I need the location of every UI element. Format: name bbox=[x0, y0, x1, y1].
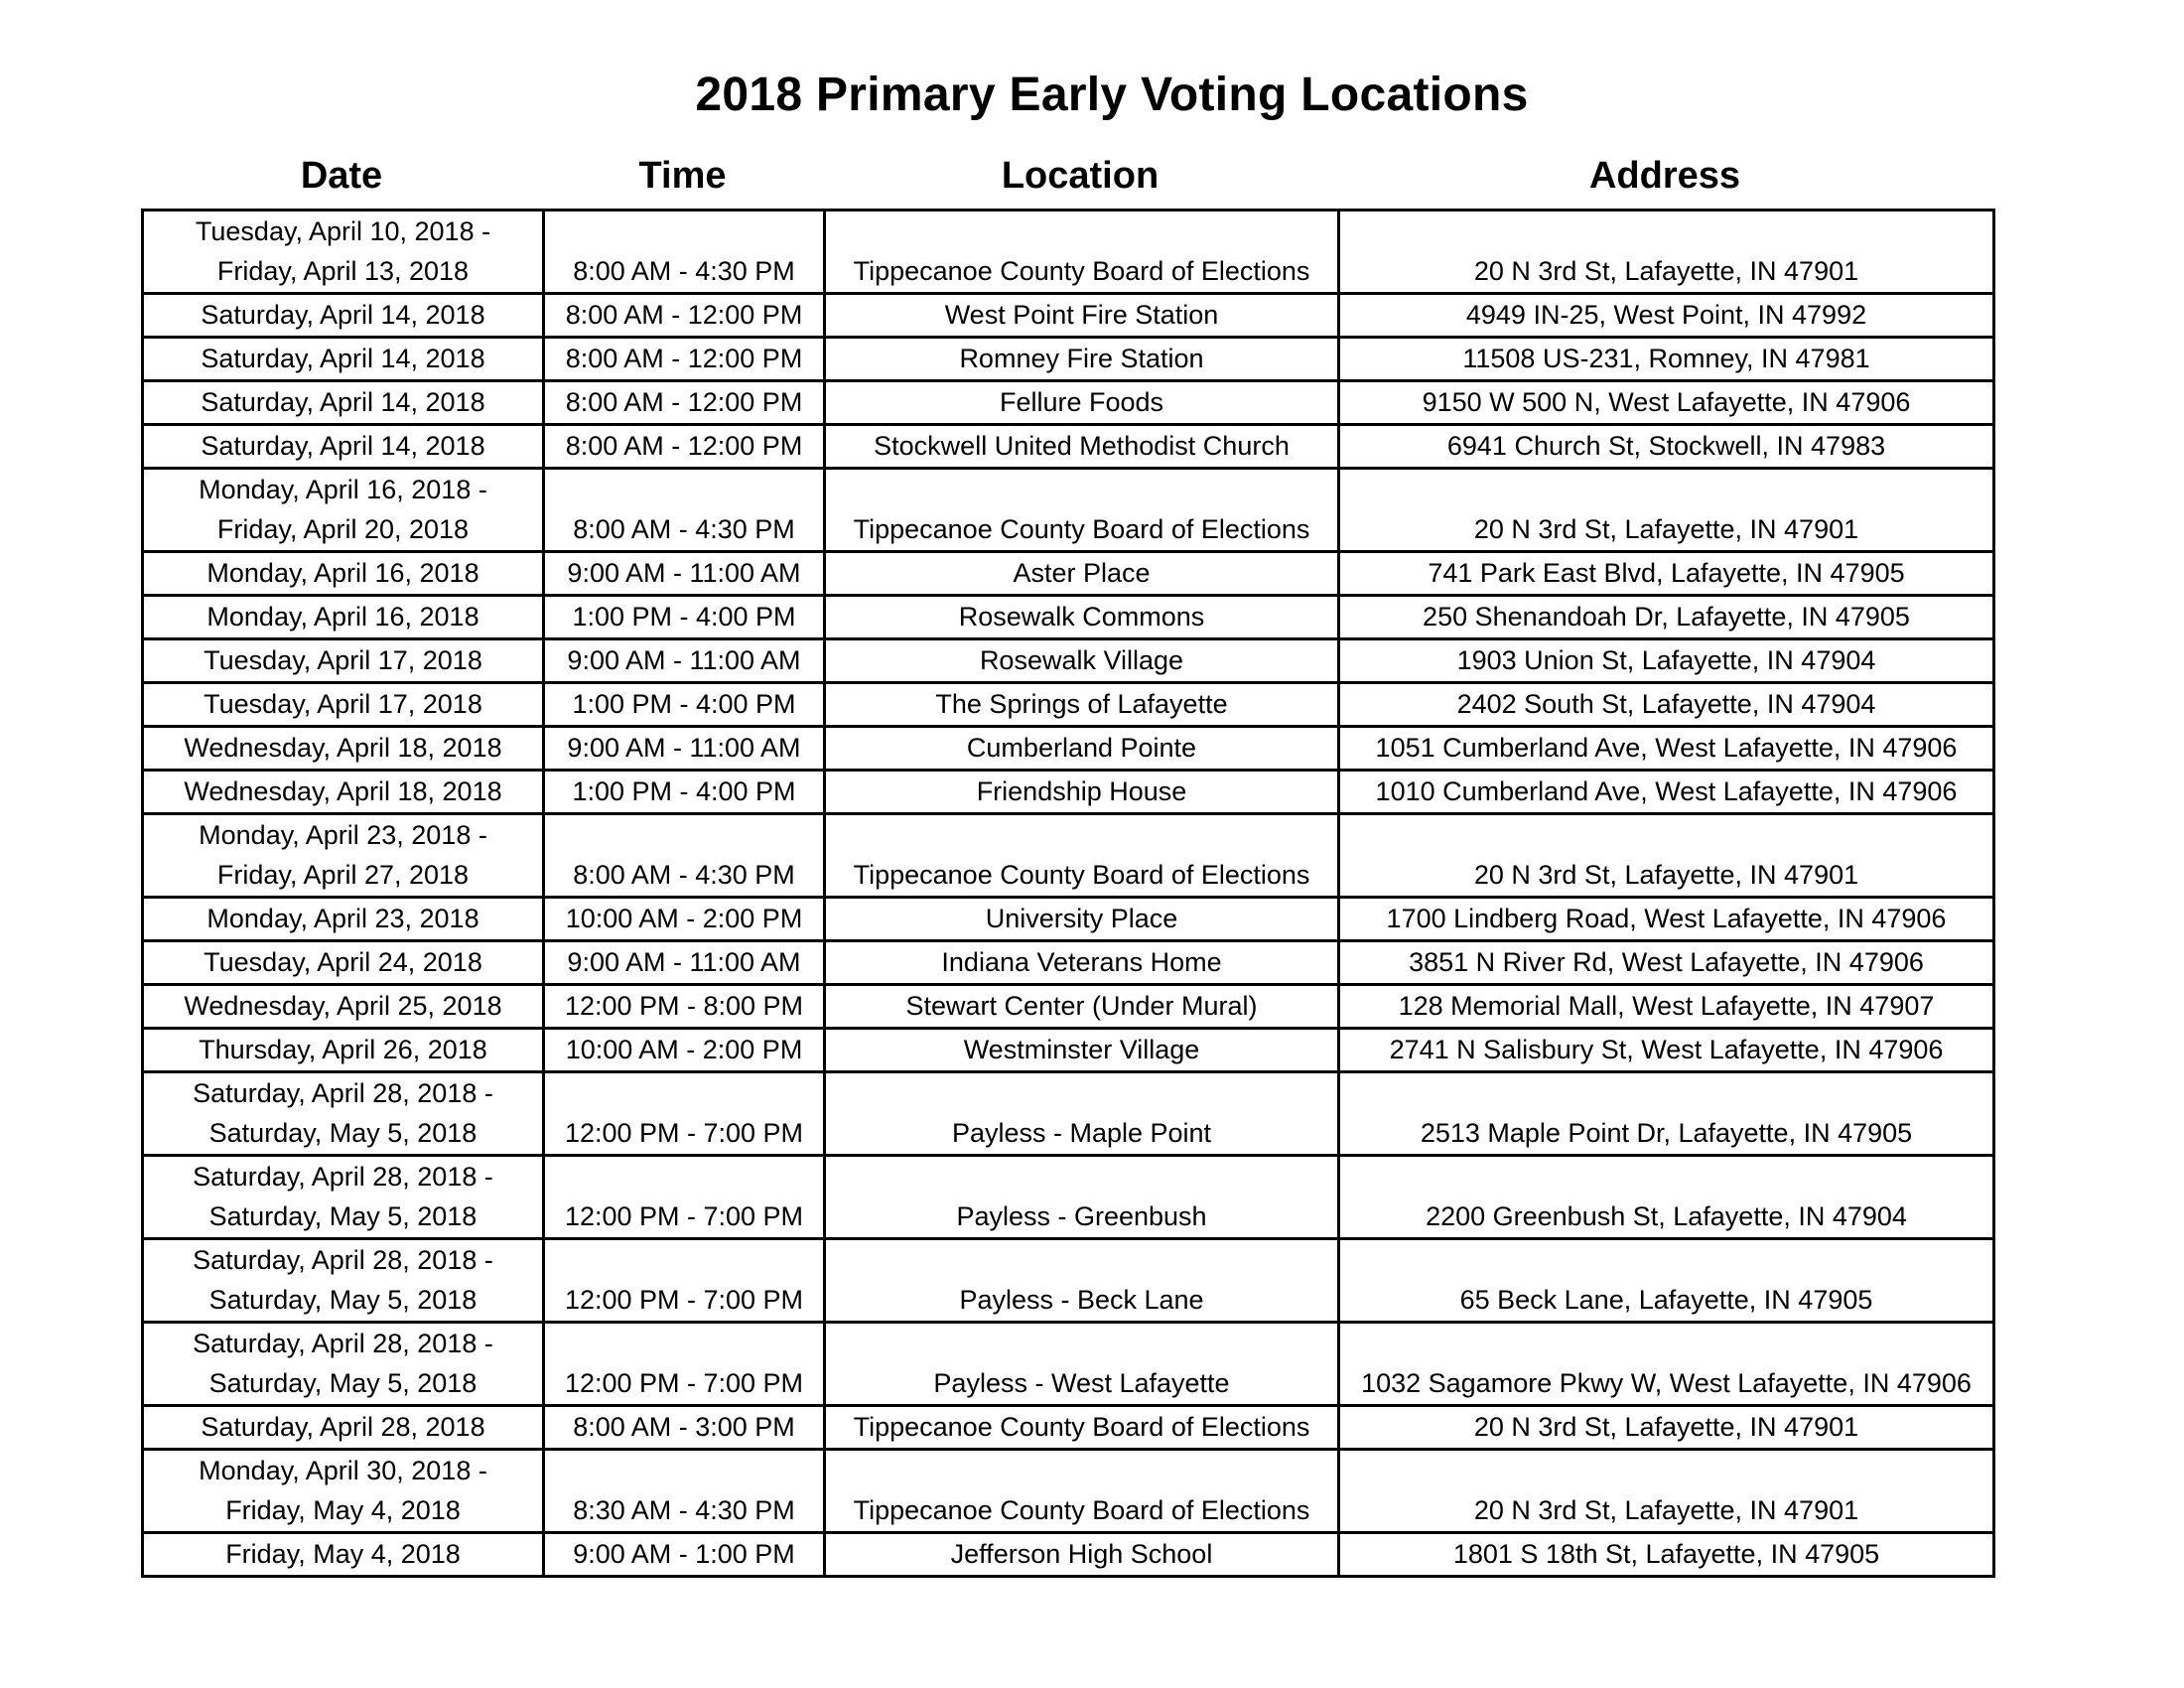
table-row bbox=[143, 1029, 1994, 1072]
date-line: Saturday, May 5, 2018 bbox=[208, 1118, 478, 1148]
location-cell: Westminster Village bbox=[825, 1029, 1339, 1072]
date-line: Tuesday, April 17, 2018 bbox=[204, 645, 482, 675]
date-line: Monday, April 16, 2018 - bbox=[199, 475, 487, 504]
address-cell: 2513 Maple Point Dr, Lafayette, IN 47905 bbox=[1339, 1072, 1994, 1156]
table-row bbox=[143, 898, 1994, 941]
date-line: Wednesday, April 18, 2018 bbox=[184, 776, 502, 806]
address-cell: 128 Memorial Mall, West Lafayette, IN 47907 bbox=[1339, 985, 1994, 1029]
date-line: Friday, May 4, 2018 bbox=[225, 1539, 461, 1569]
time-cell: 10:00 AM - 2:00 PM bbox=[544, 1029, 825, 1072]
table-row bbox=[143, 425, 1994, 469]
address-cell: 1051 Cumberland Ave, West Lafayette, IN 47906 bbox=[1339, 727, 1994, 771]
date-cell bbox=[143, 898, 544, 941]
address-cell: 20 N 3rd St, Lafayette, IN 47901 bbox=[1339, 1450, 1994, 1533]
table-row bbox=[143, 941, 1994, 985]
date-line: Saturday, April 28, 2018 - bbox=[193, 1078, 493, 1108]
column-header-date: Date bbox=[300, 155, 383, 197]
address-cell: 1903 Union St, Lafayette, IN 47904 bbox=[1339, 639, 1994, 683]
column-header-address: Address bbox=[1588, 155, 1741, 197]
date-cell bbox=[143, 425, 544, 469]
date-cell bbox=[143, 1072, 544, 1156]
date-cell bbox=[143, 1029, 544, 1072]
date-cell bbox=[143, 985, 544, 1029]
table-row bbox=[143, 639, 1994, 683]
location-cell: Tippecanoe County Board of Elections bbox=[825, 211, 1339, 294]
voting-locations-table bbox=[141, 209, 1995, 1578]
date-line: Wednesday, April 25, 2018 bbox=[184, 991, 502, 1021]
location-cell: Tippecanoe County Board of Elections bbox=[825, 1406, 1339, 1450]
date-line: Saturday, April 28, 2018 bbox=[201, 1412, 485, 1442]
table-row bbox=[143, 1406, 1994, 1450]
date-cell bbox=[143, 294, 544, 338]
table-row bbox=[143, 1239, 1994, 1323]
table-row bbox=[143, 1533, 1994, 1577]
time-cell: 8:00 AM - 4:30 PM bbox=[544, 814, 825, 898]
date-cell bbox=[143, 814, 544, 898]
date-line: Tuesday, April 24, 2018 bbox=[204, 947, 482, 977]
location-cell: Tippecanoe County Board of Elections bbox=[825, 469, 1339, 552]
location-cell: West Point Fire Station bbox=[825, 294, 1339, 338]
date-line: Saturday, May 5, 2018 bbox=[208, 1285, 478, 1315]
time-cell: 8:00 AM - 4:30 PM bbox=[544, 469, 825, 552]
location-cell: Jefferson High School bbox=[825, 1533, 1339, 1577]
date-line: Saturday, April 28, 2018 - bbox=[193, 1329, 493, 1358]
location-cell: Romney Fire Station bbox=[825, 338, 1339, 381]
address-cell: 2200 Greenbush St, Lafayette, IN 47904 bbox=[1339, 1156, 1994, 1239]
date-cell bbox=[143, 1533, 544, 1577]
time-cell: 1:00 PM - 4:00 PM bbox=[544, 683, 825, 727]
address-cell: 20 N 3rd St, Lafayette, IN 47901 bbox=[1339, 211, 1994, 294]
table-body bbox=[143, 211, 1994, 1577]
time-cell: 9:00 AM - 11:00 AM bbox=[544, 639, 825, 683]
date-cell bbox=[143, 338, 544, 381]
address-cell: 6941 Church St, Stockwell, IN 47983 bbox=[1339, 425, 1994, 469]
address-cell: 1010 Cumberland Ave, West Lafayette, IN 47906 bbox=[1339, 771, 1994, 814]
address-cell: 741 Park East Blvd, Lafayette, IN 47905 bbox=[1339, 552, 1994, 596]
time-cell: 10:00 AM - 2:00 PM bbox=[544, 898, 825, 941]
date-cell bbox=[143, 211, 544, 294]
location-cell: Tippecanoe County Board of Elections bbox=[825, 1450, 1339, 1533]
time-cell: 9:00 AM - 1:00 PM bbox=[544, 1533, 825, 1577]
time-cell: 9:00 AM - 11:00 AM bbox=[544, 727, 825, 771]
date-cell bbox=[143, 552, 544, 596]
date-line: Monday, April 23, 2018 bbox=[206, 904, 479, 933]
address-cell: 2741 N Salisbury St, West Lafayette, IN 47906 bbox=[1339, 1029, 1994, 1072]
time-cell: 8:00 AM - 12:00 PM bbox=[544, 294, 825, 338]
date-line: Tuesday, April 17, 2018 bbox=[204, 689, 482, 719]
date-line: Monday, April 16, 2018 bbox=[206, 558, 479, 588]
date-cell bbox=[143, 639, 544, 683]
date-cell bbox=[143, 1323, 544, 1406]
table-row bbox=[143, 381, 1994, 425]
address-cell: 20 N 3rd St, Lafayette, IN 47901 bbox=[1339, 469, 1994, 552]
location-cell: Stockwell United Methodist Church bbox=[825, 425, 1339, 469]
location-cell: Payless - Beck Lane bbox=[825, 1239, 1339, 1323]
table-row bbox=[143, 1323, 1994, 1406]
date-line: Friday, April 27, 2018 bbox=[216, 860, 470, 890]
time-cell: 12:00 PM - 7:00 PM bbox=[544, 1239, 825, 1323]
date-cell bbox=[143, 596, 544, 639]
location-cell: Cumberland Pointe bbox=[825, 727, 1339, 771]
address-cell: 1700 Lindberg Road, West Lafayette, IN 47906 bbox=[1339, 898, 1994, 941]
time-cell: 8:00 AM - 12:00 PM bbox=[544, 338, 825, 381]
location-cell: Aster Place bbox=[825, 552, 1339, 596]
table-row bbox=[143, 1156, 1994, 1239]
location-cell: Tippecanoe County Board of Elections bbox=[825, 814, 1339, 898]
location-cell: Friendship House bbox=[825, 771, 1339, 814]
column-header-location: Location bbox=[1001, 155, 1160, 197]
date-line: Saturday, April 14, 2018 bbox=[201, 431, 485, 461]
location-cell: Payless - Maple Point bbox=[825, 1072, 1339, 1156]
table-row bbox=[143, 1072, 1994, 1156]
date-cell bbox=[143, 381, 544, 425]
table-row bbox=[143, 771, 1994, 814]
address-cell: 20 N 3rd St, Lafayette, IN 47901 bbox=[1339, 1406, 1994, 1450]
time-cell: 12:00 PM - 8:00 PM bbox=[544, 985, 825, 1029]
date-line: Saturday, April 14, 2018 bbox=[201, 344, 485, 373]
date-line: Saturday, May 5, 2018 bbox=[208, 1368, 478, 1398]
address-cell: 1801 S 18th St, Lafayette, IN 47905 bbox=[1339, 1533, 1994, 1577]
table-row bbox=[143, 338, 1994, 381]
table-row bbox=[143, 552, 1994, 596]
address-cell: 9150 W 500 N, West Lafayette, IN 47906 bbox=[1339, 381, 1994, 425]
location-cell: Rosewalk Commons bbox=[825, 596, 1339, 639]
date-cell bbox=[143, 941, 544, 985]
time-cell: 1:00 PM - 4:00 PM bbox=[544, 771, 825, 814]
date-line: Friday, May 4, 2018 bbox=[225, 1495, 461, 1525]
time-cell: 8:00 AM - 4:30 PM bbox=[544, 211, 825, 294]
table-row bbox=[143, 814, 1994, 898]
address-cell: 250 Shenandoah Dr, Lafayette, IN 47905 bbox=[1339, 596, 1994, 639]
time-cell: 12:00 PM - 7:00 PM bbox=[544, 1156, 825, 1239]
address-cell: 3851 N River Rd, West Lafayette, IN 47906 bbox=[1339, 941, 1994, 985]
address-cell: 20 N 3rd St, Lafayette, IN 47901 bbox=[1339, 814, 1994, 898]
time-cell: 9:00 AM - 11:00 AM bbox=[544, 552, 825, 596]
time-cell: 8:00 AM - 3:00 PM bbox=[544, 1406, 825, 1450]
time-cell: 8:30 AM - 4:30 PM bbox=[544, 1450, 825, 1533]
table-row bbox=[143, 985, 1994, 1029]
table-row bbox=[143, 727, 1994, 771]
table-row bbox=[143, 211, 1994, 294]
date-line: Saturday, April 14, 2018 bbox=[201, 387, 485, 417]
location-cell: University Place bbox=[825, 898, 1339, 941]
page-title: 2018 Primary Early Voting Locations bbox=[695, 69, 1529, 121]
date-cell bbox=[143, 727, 544, 771]
time-cell: 8:00 AM - 12:00 PM bbox=[544, 381, 825, 425]
date-line: Monday, April 23, 2018 - bbox=[199, 820, 487, 850]
address-cell: 1032 Sagamore Pkwy W, West Lafayette, IN 47906 bbox=[1339, 1323, 1994, 1406]
location-cell: Indiana Veterans Home bbox=[825, 941, 1339, 985]
time-cell: 9:00 AM - 11:00 AM bbox=[544, 941, 825, 985]
date-line: Monday, April 30, 2018 - bbox=[199, 1456, 487, 1485]
date-line: Saturday, April 28, 2018 - bbox=[193, 1245, 493, 1275]
time-cell: 12:00 PM - 7:00 PM bbox=[544, 1072, 825, 1156]
table-row bbox=[143, 683, 1994, 727]
time-cell: 12:00 PM - 7:00 PM bbox=[544, 1323, 825, 1406]
table-row bbox=[143, 294, 1994, 338]
address-cell: 65 Beck Lane, Lafayette, IN 47905 bbox=[1339, 1239, 1994, 1323]
date-line: Tuesday, April 10, 2018 - bbox=[195, 216, 491, 246]
date-cell bbox=[143, 683, 544, 727]
address-cell: 2402 South St, Lafayette, IN 47904 bbox=[1339, 683, 1994, 727]
location-cell: Payless - West Lafayette bbox=[825, 1323, 1339, 1406]
date-line: Saturday, April 28, 2018 - bbox=[193, 1162, 493, 1192]
address-cell: 4949 IN-25, West Point, IN 47992 bbox=[1339, 294, 1994, 338]
location-cell: The Springs of Lafayette bbox=[825, 683, 1339, 727]
table-row bbox=[143, 1450, 1994, 1533]
address-cell: 11508 US-231, Romney, IN 47981 bbox=[1339, 338, 1994, 381]
date-cell bbox=[143, 1239, 544, 1323]
date-line: Friday, April 13, 2018 bbox=[216, 256, 470, 286]
date-cell bbox=[143, 1450, 544, 1533]
time-cell: 8:00 AM - 12:00 PM bbox=[544, 425, 825, 469]
date-cell bbox=[143, 469, 544, 552]
date-cell bbox=[143, 1406, 544, 1450]
date-cell bbox=[143, 1156, 544, 1239]
date-line: Saturday, May 5, 2018 bbox=[208, 1201, 478, 1231]
column-header-time: Time bbox=[638, 155, 727, 197]
date-cell bbox=[143, 771, 544, 814]
date-line: Wednesday, April 18, 2018 bbox=[184, 733, 502, 763]
location-cell: Fellure Foods bbox=[825, 381, 1339, 425]
location-cell: Payless - Greenbush bbox=[825, 1156, 1339, 1239]
date-line: Thursday, April 26, 2018 bbox=[199, 1035, 487, 1064]
date-line: Friday, April 20, 2018 bbox=[216, 514, 470, 544]
date-line: Saturday, April 14, 2018 bbox=[201, 300, 485, 330]
location-cell: Rosewalk Village bbox=[825, 639, 1339, 683]
table-row bbox=[143, 469, 1994, 552]
table-row bbox=[143, 596, 1994, 639]
time-cell: 1:00 PM - 4:00 PM bbox=[544, 596, 825, 639]
date-line: Monday, April 16, 2018 bbox=[206, 602, 479, 632]
location-cell: Stewart Center (Under Mural) bbox=[825, 985, 1339, 1029]
